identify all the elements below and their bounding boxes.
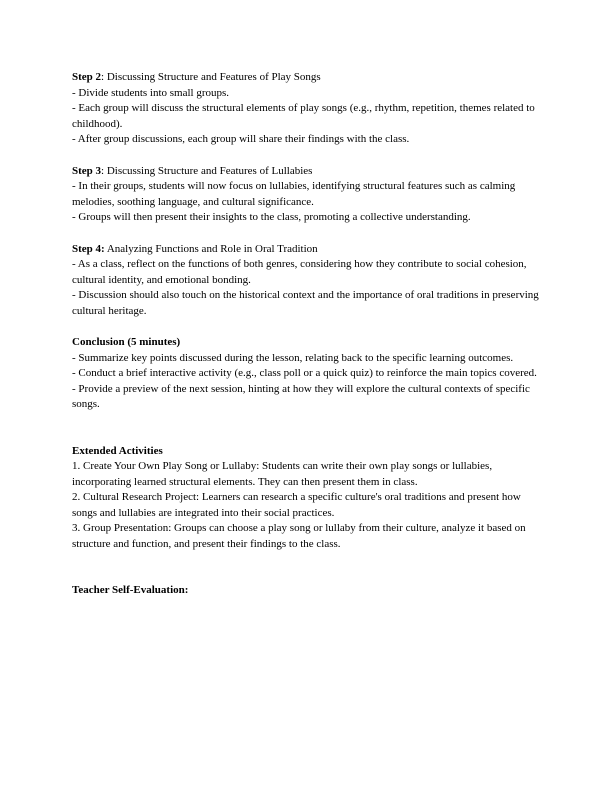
step-3-section bbox=[72, 164, 542, 226]
conclusion-heading: Conclusion (5 minutes) bbox=[72, 336, 181, 348]
extended-activity-3: 3. Group Presentation: Groups can choose a play song or lullaby from their culture, analyze it based on structure and function, and present their findings to the class. bbox=[72, 522, 526, 550]
step-4-label: Step 4: bbox=[72, 242, 105, 255]
step-4-line-2: - Discussion should also touch on the historical context and the importance of oral traditions in preserving cultural heritage. bbox=[72, 289, 539, 317]
extended-activities-section bbox=[72, 444, 542, 553]
step-2-line-1: - Divide students into small groups. bbox=[72, 86, 230, 99]
step-2-title: : Discussing Structure and Features of Play Songs bbox=[101, 71, 321, 83]
step-3-label: Step 3 bbox=[72, 164, 102, 177]
step-3-title: : Discussing Structure and Features of Lullabies bbox=[101, 164, 313, 177]
step-2-label: Step 2 bbox=[72, 71, 102, 83]
step-4-title: Analyzing Functions and Role in Oral Tradition bbox=[104, 242, 318, 255]
step-2-line-3: - After group discussions, each group will share their findings with the class. bbox=[72, 133, 410, 145]
step-2-heading bbox=[72, 70, 542, 86]
conclusion-line-3: - Provide a preview of the next session, hinting at how they will explore the cultural contexts of specific songs. bbox=[72, 382, 530, 410]
conclusion-line-2: - Conduct a brief interactive activity (e.g., class poll or a quick quiz) to reinforce the main topics covered. bbox=[72, 367, 537, 379]
teacher-self-evaluation-section bbox=[72, 583, 542, 599]
step-3-line-1: - In their groups, students will now focus on lullabies, identifying structural features such as calming melodies, soothing language, and cultural significance. bbox=[72, 180, 516, 208]
document-page bbox=[72, 70, 542, 615]
teacher-self-evaluation-heading: Teacher Self-Evaluation: bbox=[72, 584, 189, 596]
step-2-line-2: - Each group will discuss the structural elements of play songs (e.g., rhythm, repetition, themes related to childhood). bbox=[72, 102, 535, 130]
step-3-line-2: - Groups will then present their insights to the class, promoting a collective understanding. bbox=[72, 211, 471, 223]
conclusion-line-1: - Summarize key points discussed during the lesson, relating back to the specific learning outcomes. bbox=[72, 351, 514, 364]
conclusion-section bbox=[72, 335, 542, 413]
extended-activity-2: 2. Cultural Research Project: Learners can research a specific culture's oral traditions and present how songs and lullabies are integrated into their social practices. bbox=[72, 491, 521, 519]
extended-activity-1: 1. Create Your Own Play Song or Lullaby: Students can write their own play songs or lullabies, incorporating learned structural elements. They can then present them in class. bbox=[72, 460, 493, 488]
step-4-section bbox=[72, 242, 542, 320]
step-3-heading bbox=[72, 164, 542, 180]
step-4-line-1: - As a class, reflect on the functions of both genres, considering how they contribute to social cohesion, cultural identity, and emotional bonding. bbox=[72, 258, 527, 286]
step-2-section bbox=[72, 70, 542, 148]
extended-activities-heading: Extended Activities bbox=[72, 444, 163, 457]
step-4-heading bbox=[72, 242, 542, 258]
